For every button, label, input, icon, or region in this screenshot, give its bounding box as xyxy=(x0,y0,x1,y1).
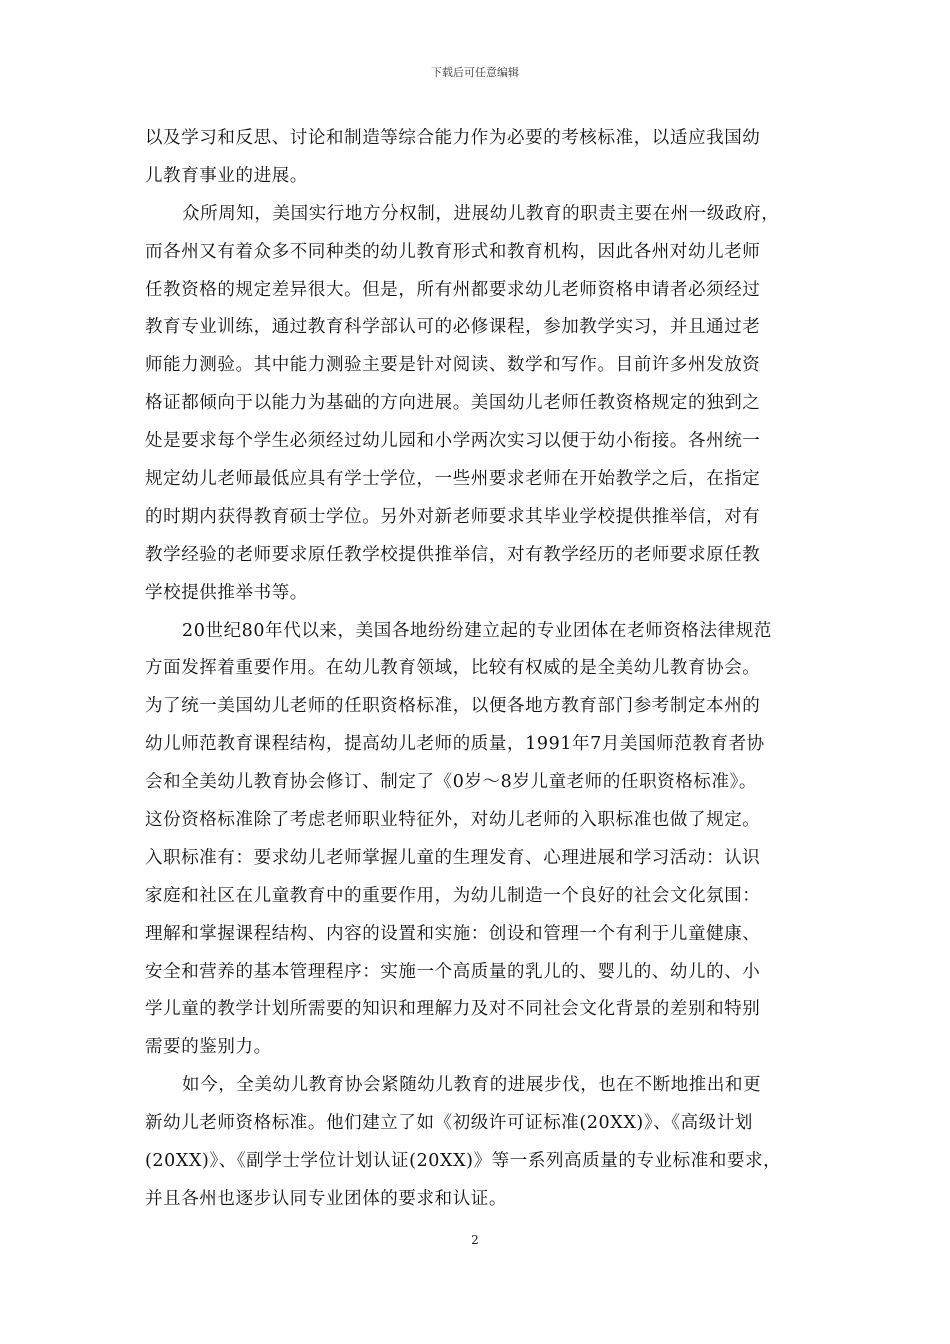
paragraph xyxy=(145,196,810,613)
text-line: 而各州又有着众多不同种类的幼儿教育形式和教育机构，因此各州对幼儿老师 xyxy=(145,241,761,262)
text-line: 安全和营养的基本管理程序：实施一个高质量的乳儿的、婴儿的、幼儿的、小 xyxy=(145,961,761,982)
text-line: 需要的鉴别力。 xyxy=(145,1037,272,1058)
page-number: 2 xyxy=(471,1233,479,1247)
text-line: 家庭和社区在儿童教育中的重要作用，为幼儿制造一个良好的社会文化氛围： xyxy=(145,885,761,906)
text-line: 以及学习和反思、讨论和制造等综合能力作为必要的考核标准，以适应我国幼 xyxy=(145,128,761,148)
text-line: 这份资格标准除了考虑老师职业特征外，对幼儿老师的入职标准也做了规定。 xyxy=(145,810,761,831)
text-line: 师能力测验。其中能力测验主要是针对阅读、数学和写作。目前许多州发放资 xyxy=(145,355,761,376)
text-line: 入职标准有：要求幼儿老师掌握儿童的生理发育、心理进展和学习活动：认识 xyxy=(145,847,761,868)
text-line: 为了统一美国幼儿老师的任职资格标准，以便各地方教育部门参考制定本州的 xyxy=(145,696,761,717)
text-line: 教育专业训练，通过教育科学部认可的必修课程，参加教学实习，并且通过老 xyxy=(145,317,761,338)
paragraph xyxy=(145,1067,810,1219)
text-line: 方面发挥着重要作用。在幼儿教育领域，比较有权威的是全美幼儿教育协会。 xyxy=(145,658,761,679)
text-line: 理解和掌握课程结构、内容的设置和实施：创设和管理一个有利于儿童健康、 xyxy=(145,923,761,944)
text-line: 教学经验的老师要求原任教学校提供推举信，对有教学经历的老师要求原任教 xyxy=(145,544,761,565)
text-line: 儿教育事业的进展。 xyxy=(145,165,308,186)
text-line: 学儿童的教学计划所需要的知识和理解力及对不同社会文化背景的差别和特别 xyxy=(145,999,761,1020)
text-line: 新幼儿老师资格标准。他们建立了如《初级许可证标准(20XX)》、《高级计划 xyxy=(145,1113,754,1134)
text-line: 20世纪80年代以来，美国各地纷纷建立起的专业团体在老师资格法律规范 xyxy=(182,620,772,641)
text-line: 的时期内获得教育硕士学位。另外对新老师要求其毕业学校提供推举信，对有 xyxy=(145,506,761,527)
document-body xyxy=(145,120,810,1219)
text-line: 处是要求每个学生必须经过幼儿园和小学两次实习以便于幼小衔接。各州统一 xyxy=(145,431,761,452)
paragraph xyxy=(145,120,810,196)
text-line: 如今，全美幼儿教育协会紧随幼儿教育的进展步伐，也在不断地推出和更 xyxy=(182,1075,762,1096)
text-line: 任教资格的规定差异很大。但是，所有州都要求幼儿老师资格申请者必须经过 xyxy=(145,279,761,300)
text-line: 会和全美幼儿教育协会修订、制定了《0岁～8岁儿童老师的任职资格标准》。 xyxy=(145,772,758,793)
text-line: 幼儿师范教育课程结构，提高幼儿老师的质量，1991年7月美国师范教育者协 xyxy=(145,734,765,755)
text-line: 众所周知，美国实行地方分权制，进展幼儿教育的职责主要在州一级政府， xyxy=(182,203,780,224)
text-line: 并且各州也逐步认同专业团体的要求和认证。 xyxy=(145,1188,507,1209)
page-header: 下载后可任意编辑 xyxy=(431,66,519,79)
text-line: (20XX)》、《副学士学位计划认证(20XX)》等一系列高质量的专业标准和要求， xyxy=(145,1151,782,1172)
text-line: 学校提供推举书等。 xyxy=(145,582,308,603)
text-line: 格证都倾向于以能力为基础的方向进展。美国幼儿老师任教资格规定的独到之 xyxy=(145,393,761,414)
paragraph xyxy=(145,613,810,1068)
text-line: 规定幼儿老师最低应具有学士学位，一些州要求老师在开始教学之后，在指定 xyxy=(145,469,761,490)
